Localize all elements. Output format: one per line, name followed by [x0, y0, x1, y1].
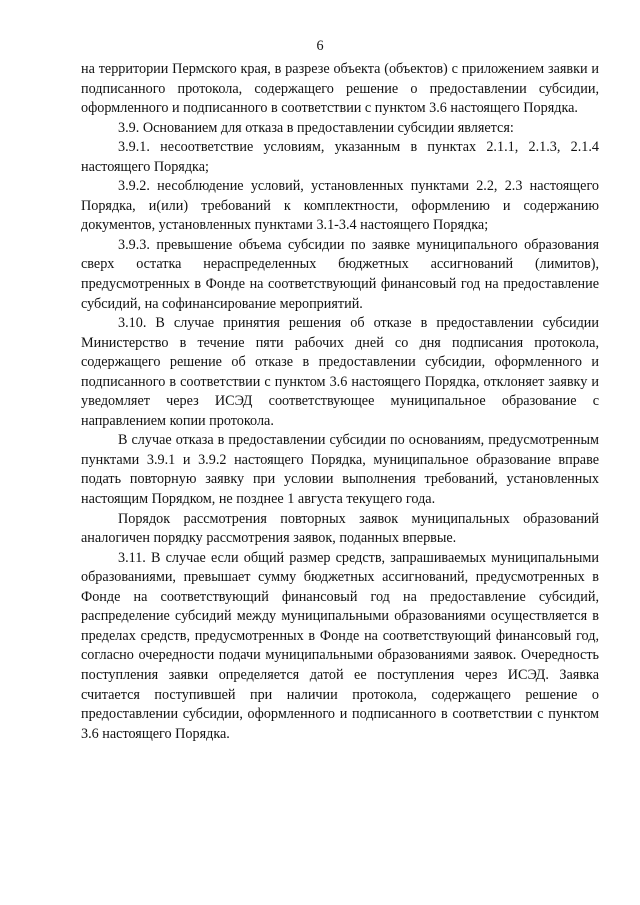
document-body	[81, 60, 599, 744]
paragraph-continuation: на территории Пермского края, в разрезе объекта (объектов) с приложением заявки и подписанного протокола, содержащего решение о предоставлении субсидии, оформленного и подписанного в соответствии с пунктом 3.6 настоящего Порядка.	[81, 61, 599, 117]
paragraph-refusal-resubmission: В случае отказа в предоставлении субсидии по основаниям, предусмотренным пунктами 3.9.1 и 3.9.2 настоящего Порядка, муниципальное образование вправе подать повторную заявку при условии выполнения требований, установленных настоящим Порядком, не позднее 1 августа текущего года.	[81, 432, 599, 508]
page-number: 6	[316, 38, 324, 54]
paragraph-3-9-1: 3.9.1. несоответствие условиям, указанным в пунктах 2.1.1, 2.1.3, 2.1.4 настоящего Порядка;	[81, 139, 599, 175]
paragraph-repeat-review-order: Порядок рассмотрения повторных заявок муниципальных образований аналогичен порядку рассмотрения заявок, поданных впервые.	[81, 510, 599, 547]
paragraph-3-9-3: 3.9.3. превышение объема субсидии по заявке муниципального образования сверх остатка нераспределенных бюджетных ассигнований (лимитов), предусмотренных в Фонде на соответствующий финансовый год на предоставление субсидий, на софинансирование мероприятий.	[81, 236, 599, 312]
paragraph-3-11: 3.11. В случае если общий размер средств, запрашиваемых муниципальными образованиями, превышает сумму бюджетных ассигнований, предусмотренных в Фонде на соответствующий финансовый год на предоставление субсидий, распределение субсидий между муниципальными образованиями осуществляется в пределах средств, предусмотренных в Фонде на соответствующий финансовый год, согласно очередности подачи муниципальными образованиями заявок. Очередность поступления заявки определяется датой ее поступления через ИСЭД. Заявка считается поступившей при наличии протокола, содержащего решение о предоставлении субсидии, оформленного и подписанного в соответствии с пунктом 3.6 настоящего Порядка.	[81, 549, 599, 742]
paragraph-3-10: 3.10. В случае принятия решения об отказе в предоставлении субсидии Министерство в течение пяти рабочих дней со дня подписания протокола, содержащего решение об отказе в предоставлении субсидии, оформленного и подписанного в соответствии с пунктом 3.6 настоящего Порядка, отклоняет заявку и уведомляет через ИСЭД соответствующее муниципальное образование с направлением копии протокола.	[81, 315, 599, 429]
paragraph-3-9-2: 3.9.2. несоблюдение условий, установленных пунктами 2.2, 2.3 настоящего Порядка, и(или) требований к комплектности, оформлению и содержанию документов, установленных пунктами 3.1-3.4 настоящего Порядка;	[81, 178, 599, 234]
paragraph-3-9: 3.9. Основанием для отказа в предоставлении субсидии является:	[118, 119, 514, 136]
